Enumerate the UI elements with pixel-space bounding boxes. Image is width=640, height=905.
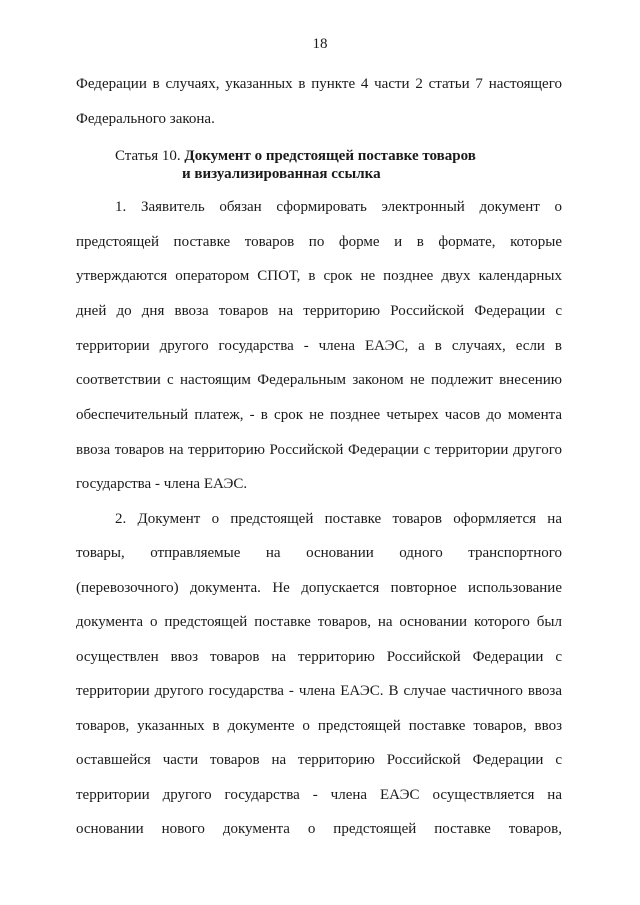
paragraph1-line-9: государства - члена ЕАЭС.	[76, 476, 248, 492]
paragraph2-line-8: оставшейся части товаров на территорию Российской Федерации с	[76, 752, 562, 768]
article-title-line-2: и визуализированная ссылка	[182, 166, 381, 182]
paragraph1-line-8: ввоза товаров на территорию Российской Федерации с территории другого	[76, 442, 562, 458]
paragraph2-line-1: 2. Документ о предстоящей поставке товаров оформляется на	[115, 511, 562, 527]
paragraph1-line-7: обеспечительный платеж, - в срок не позднее четырех часов до момента	[76, 407, 562, 423]
paragraph1-line-1: 1. Заявитель обязан сформировать электронный документ о	[115, 199, 562, 215]
paragraph1-line-2: предстоящей поставке товаров по форме и в формате, которые	[76, 234, 562, 250]
paragraph2-line-2: товары, отправляемые на основании одного транспортного	[76, 545, 562, 561]
paragraph2-line-7: товаров, указанных в документе о предстоящей поставке товаров, ввоз	[76, 718, 562, 734]
paragraph2-line-9: территории другого государства - члена ЕАЭС осуществляется на	[76, 787, 562, 803]
paragraph1-line-3: утверждаются оператором СПОТ, в срок не позднее двух календарных	[76, 268, 562, 284]
paragraph1-line-5: территории другого государства - члена ЕАЭС, а в случаях, если в	[76, 338, 562, 354]
article-heading	[115, 146, 476, 166]
article-title-line-1: Документ о предстоящей поставке товаров	[184, 148, 476, 164]
intro-line-2: Федерального закона.	[76, 111, 215, 127]
paragraph2-line-3: (перевозочного) документа. Не допускается повторное использование	[76, 580, 562, 596]
page-number: 18	[312, 36, 328, 52]
paragraph1-line-6: соответствии с настоящим Федеральным законом не подлежит внесению	[76, 372, 562, 388]
paragraph1-line-4: дней до дня ввоза товаров на территорию Российской Федерации с	[76, 303, 562, 319]
paragraph2-line-10: основании нового документа о предстоящей поставке товаров,	[76, 821, 562, 837]
paragraph2-line-6: территории другого государства - члена ЕАЭС. В случае частичного ввоза	[76, 683, 562, 699]
paragraph2-line-5: осуществлен ввоз товаров на территорию Российской Федерации с	[76, 649, 562, 665]
article-prefix: Статья 10.	[115, 148, 185, 164]
paragraph2-line-4: документа о предстоящей поставке товаров, на основании которого был	[76, 614, 562, 630]
intro-line-1: Федерации в случаях, указанных в пункте 4 части 2 статьи 7 настоящего	[76, 76, 562, 92]
